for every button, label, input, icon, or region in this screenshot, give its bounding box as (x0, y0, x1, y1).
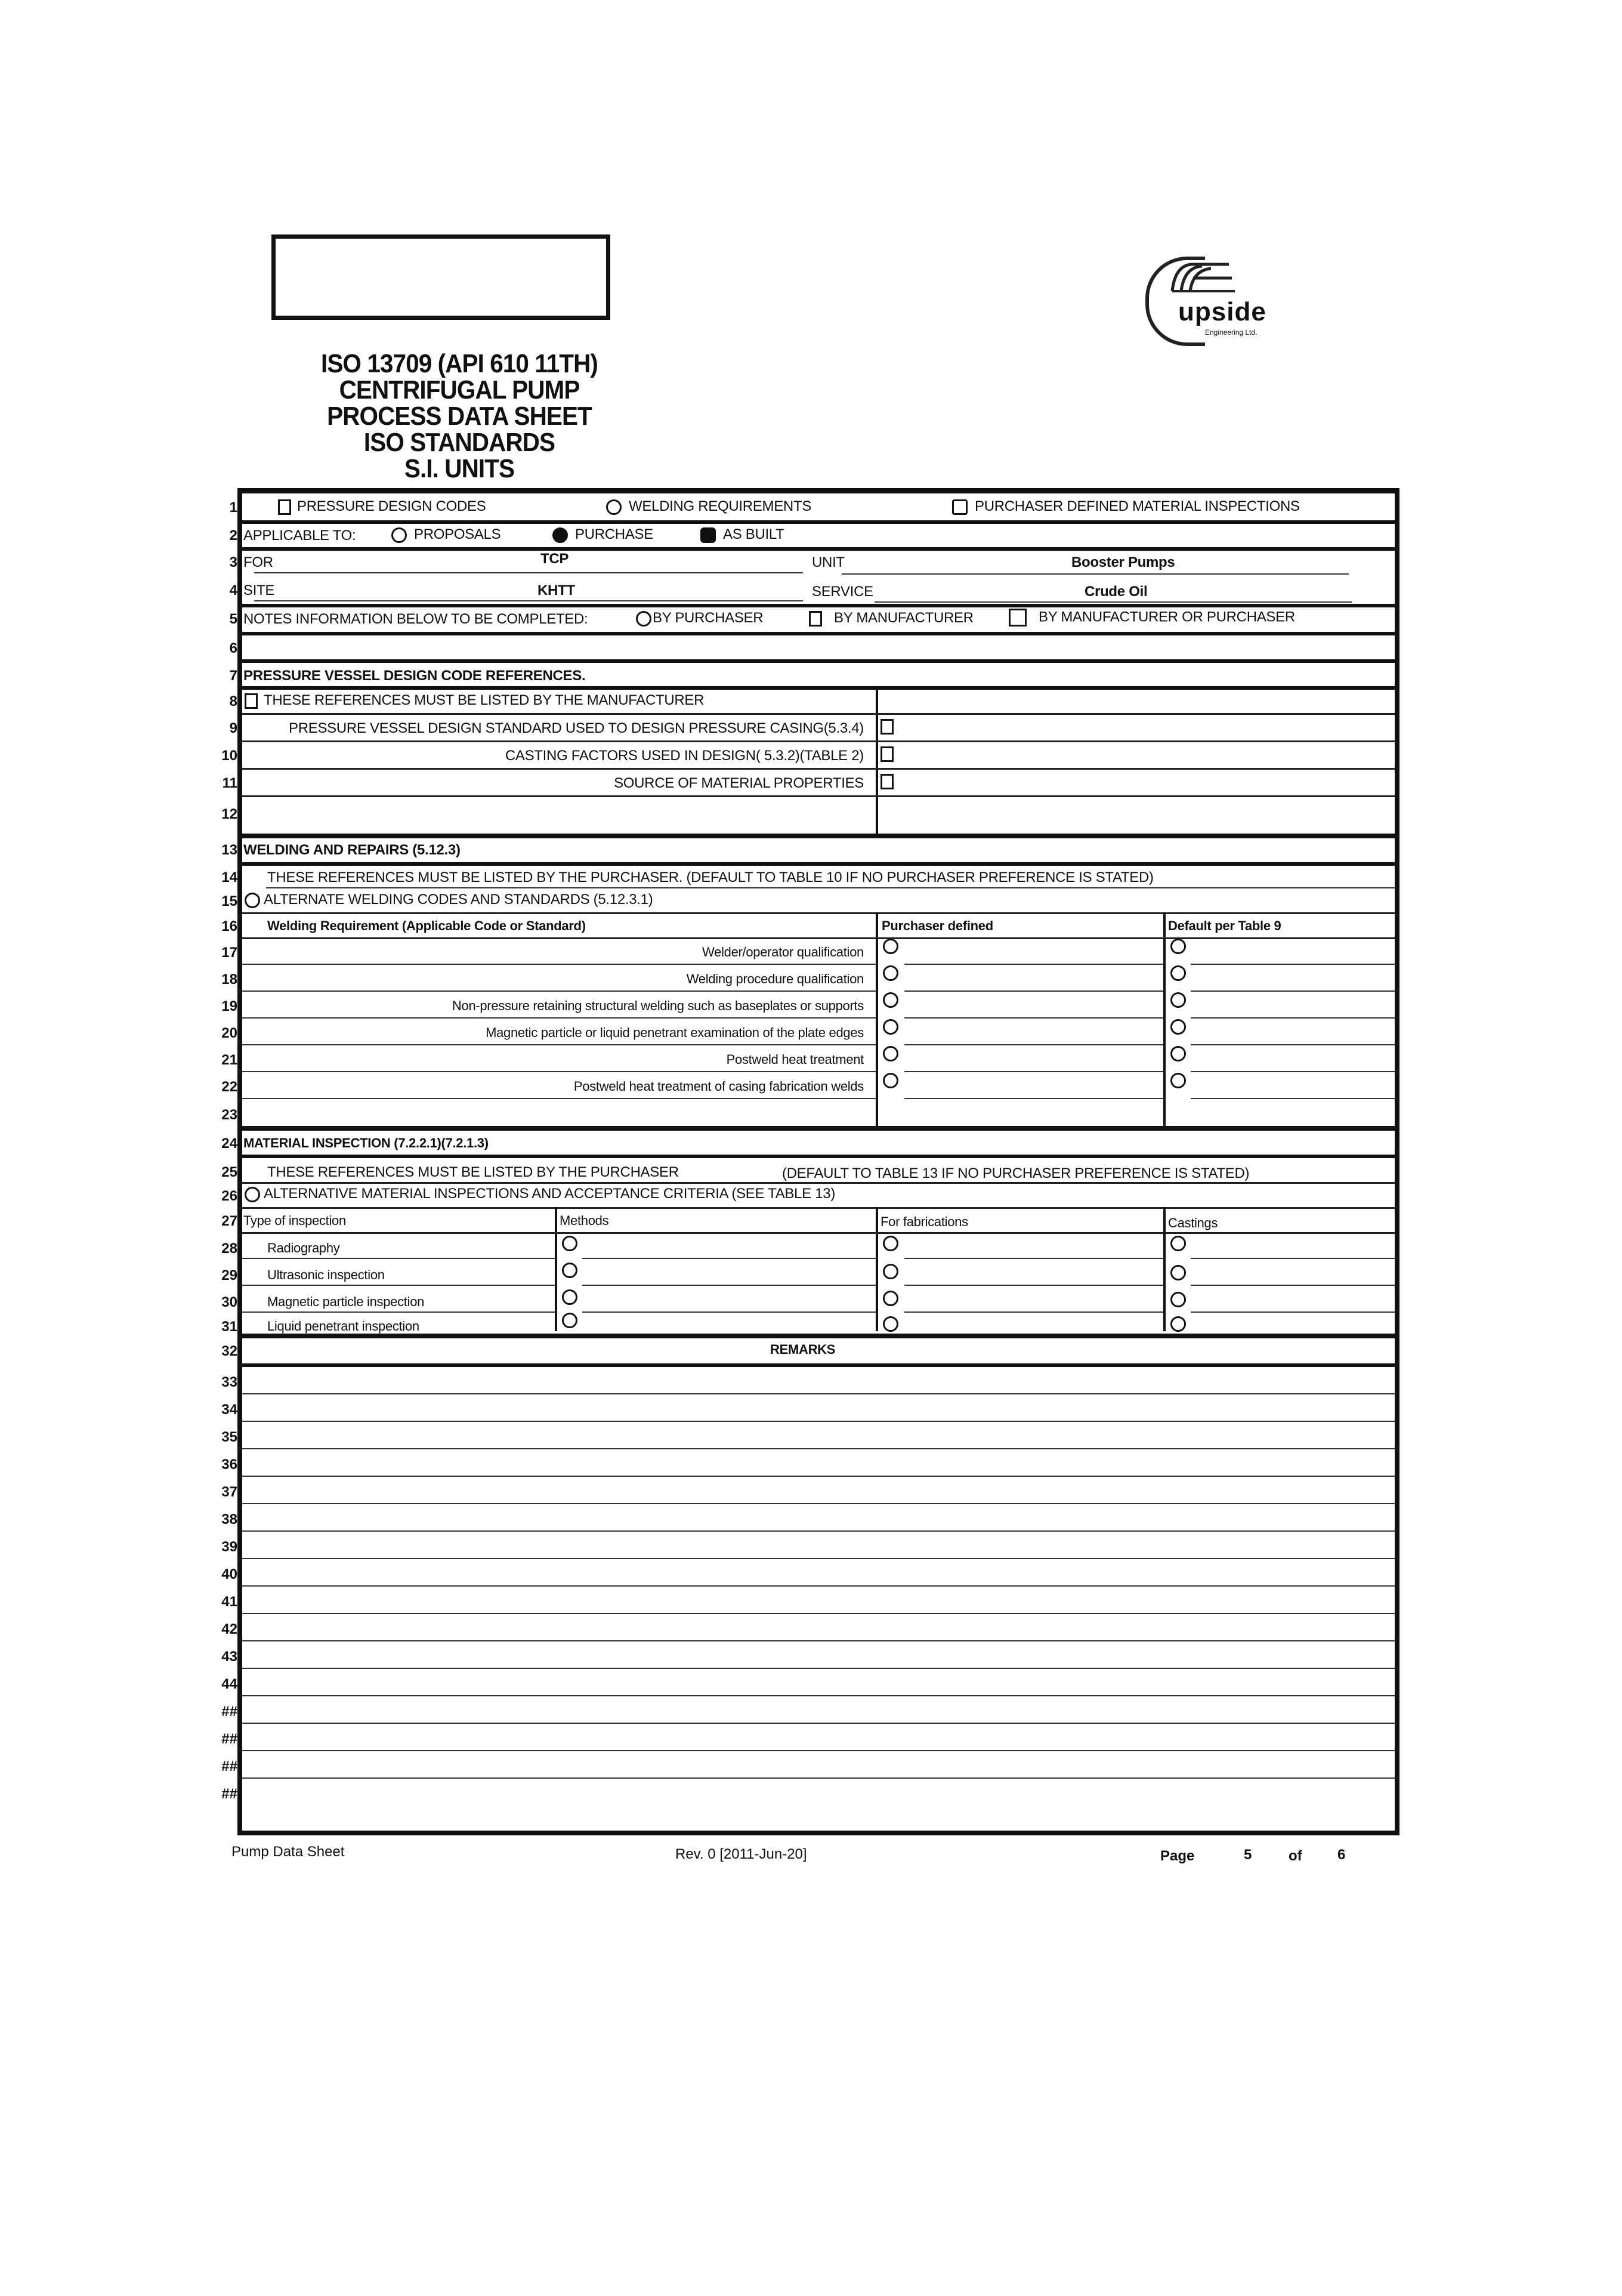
radio-marked-icon[interactable] (700, 527, 716, 543)
row-number: 1 (229, 499, 237, 516)
data-sheet-form (221, 488, 1399, 1835)
option-label: PURCHASE (575, 526, 653, 542)
default-radio-icon[interactable] (1170, 1019, 1186, 1035)
row-number: 27 (221, 1213, 237, 1229)
row-16 (221, 912, 1395, 937)
remarks-line[interactable] (221, 1724, 1395, 1751)
row-number: 35 (221, 1429, 237, 1445)
welding-item (221, 1018, 1395, 1045)
row-12 (221, 795, 1395, 834)
site-value[interactable]: KHTT (537, 582, 575, 598)
remarks-line[interactable] (221, 1394, 1395, 1422)
default-radio-icon[interactable] (1170, 965, 1186, 981)
welding-item (221, 1045, 1395, 1072)
fabrications-radio-icon[interactable] (883, 1236, 898, 1251)
row-number: 19 (221, 998, 237, 1014)
service-label: SERVICE (812, 584, 873, 600)
option-as-built[interactable] (700, 526, 784, 543)
divider (242, 1126, 1395, 1131)
row-number: 26 (221, 1188, 237, 1204)
welding-references-note: THESE REFERENCES MUST BE LISTED BY THE PURCHASER. (DEFAULT TO TABLE 10 IF NO PURCHASER PREFERENCE IS STATED) (267, 869, 1154, 885)
fabrications-radio-icon[interactable] (883, 1264, 898, 1279)
row-number: 30 (221, 1294, 237, 1310)
material-item-label: Radiography (267, 1240, 340, 1255)
purchaser-radio-icon[interactable] (883, 939, 898, 954)
welding-item (221, 991, 1395, 1018)
row-number: 16 (221, 918, 237, 934)
material-item-label: Magnetic particle inspection (267, 1294, 425, 1309)
footer-revision: Rev. 0 [2011-Jun-20] (675, 1846, 807, 1862)
column-header-purchaser: Purchaser defined (882, 918, 993, 933)
underline (254, 572, 803, 573)
row-8 (229, 686, 1395, 713)
row-number: 37 (221, 1484, 237, 1500)
remarks-line[interactable] (221, 1449, 1395, 1477)
for-label: FOR (243, 554, 273, 570)
castings-radio-icon[interactable] (1170, 1316, 1186, 1332)
option-by-manufacturer-or-purchaser[interactable] (1009, 609, 1295, 627)
row-number: 39 (221, 1539, 237, 1555)
footer-page-label: Page (1160, 1848, 1195, 1864)
section-welding (221, 837, 1395, 862)
unit-label: UNIT (812, 554, 845, 570)
option-purchaser-material-inspections[interactable] (952, 498, 1300, 515)
option-label: BY MANUFACTURER (834, 610, 974, 626)
default-radio-icon[interactable] (1170, 1073, 1186, 1088)
title-line: S.I. UNITS (404, 454, 515, 483)
row-number: 9 (229, 720, 237, 736)
option-label: BY PURCHASER (653, 610, 764, 626)
footer-total-pages: 6 (1337, 1847, 1346, 1863)
row-number: ## (221, 1704, 237, 1720)
row-number: ## (221, 1758, 237, 1775)
underline (842, 573, 1349, 575)
row-number: 15 (221, 893, 237, 909)
row-25 (221, 1156, 1395, 1182)
option-label: WELDING REQUIREMENTS (629, 498, 812, 514)
material-item (221, 1259, 1395, 1286)
row-number: 33 (221, 1374, 237, 1390)
option-label: ALTERNATE WELDING CODES AND STANDARDS (5.12.3.1) (264, 891, 653, 908)
welding-item (221, 937, 1395, 964)
row-number: 14 (221, 869, 237, 885)
remarks-line[interactable] (221, 1532, 1395, 1559)
row-number: 2 (229, 527, 237, 544)
row-1 (229, 493, 1395, 520)
option-alternate-welding-codes[interactable] (245, 891, 653, 908)
row-number: 28 (221, 1240, 237, 1257)
footer-of-label: of (1289, 1848, 1302, 1864)
remarks-line[interactable] (221, 1751, 1395, 1779)
row-number: 8 (229, 693, 237, 709)
section-heading: PRESSURE VESSEL DESIGN CODE REFERENCES. (243, 668, 586, 684)
casting-factors-label: CASTING FACTORS USED IN DESIGN( 5.3.2)(TABLE 2) (505, 748, 864, 764)
column-header-methods: Methods (560, 1213, 609, 1228)
option-label: AS BUILT (723, 526, 784, 542)
row-6 (229, 632, 1395, 659)
section-heading: WELDING AND REPAIRS (5.12.3) (243, 842, 461, 858)
title-line: ISO STANDARDS (363, 428, 555, 457)
row-2 (229, 520, 1395, 547)
welding-item (221, 964, 1395, 991)
logo-subtitle: Engineering Ltd. (1205, 328, 1258, 337)
logo-wordmark: upside (1178, 297, 1266, 326)
row-number: 24 (221, 1135, 237, 1152)
remarks-line[interactable] (221, 1477, 1395, 1504)
underline (254, 600, 803, 601)
row-11 (222, 768, 1395, 795)
methods-radio-icon[interactable] (562, 1289, 577, 1305)
row-15 (221, 888, 1395, 912)
remarks-line[interactable] (221, 1614, 1395, 1641)
material-default-note: (DEFAULT TO TABLE 13 IF NO PURCHASER PREFERENCE IS STATED) (782, 1165, 1250, 1181)
option-proposals[interactable] (391, 526, 500, 543)
row-number: 23 (221, 1107, 237, 1123)
service-value[interactable]: Crude Oil (1085, 584, 1148, 600)
row-number: 44 (221, 1676, 237, 1692)
row-number: 5 (229, 611, 237, 627)
title-line: CENTRIFUGAL PUMP (339, 375, 580, 405)
row-number: 29 (221, 1267, 237, 1283)
checkbox-icon[interactable] (809, 611, 822, 627)
remarks-line[interactable] (221, 1504, 1395, 1532)
row-number: 32 (221, 1343, 237, 1359)
option-label: ALTERNATIVE MATERIAL INSPECTIONS AND ACCEPTANCE CRITERIA (SEE TABLE 13) (264, 1186, 836, 1202)
option-welding-requirements[interactable] (606, 498, 811, 515)
welding-item-label: Postweld heat treatment of casing fabrication welds (573, 1079, 864, 1094)
remarks-line[interactable] (221, 1696, 1395, 1724)
title-line: ISO 13709 (API 610 11TH) (321, 349, 598, 378)
column-header-castings: Castings (1168, 1215, 1218, 1230)
remarks-line[interactable] (221, 1422, 1395, 1449)
underline (875, 601, 1352, 603)
purchaser-radio-icon[interactable] (883, 1046, 898, 1061)
remarks-heading: REMARKS (770, 1342, 836, 1357)
row-5 (229, 604, 1395, 632)
pv-standard-label: PRESSURE VESSEL DESIGN STANDARD USED TO DESIGN PRESSURE CASING(5.3.4) (289, 720, 864, 736)
purchaser-radio-icon[interactable] (883, 1073, 898, 1088)
row-number: 4 (229, 582, 237, 598)
row-number: 3 (229, 554, 237, 570)
title-line: PROCESS DATA SHEET (327, 402, 592, 431)
section-pressure-vessel (229, 659, 1395, 686)
material-properties-label: SOURCE OF MATERIAL PROPERTIES (614, 775, 864, 791)
fabrications-radio-icon[interactable] (883, 1291, 898, 1306)
checkbox-icon[interactable] (278, 499, 291, 515)
row-number: 11 (222, 775, 237, 791)
option-label: PRESSURE DESIGN CODES (297, 498, 486, 514)
option-alternative-material-inspections[interactable] (245, 1186, 835, 1202)
logo-bars-icon (1169, 261, 1235, 294)
row-10 (221, 740, 1395, 768)
divider (242, 1334, 1395, 1338)
castings-radio-icon[interactable] (1170, 1236, 1186, 1251)
section-heading: MATERIAL INSPECTION (7.2.2.1)(7.2.1.3) (243, 1135, 489, 1150)
methods-radio-icon[interactable] (562, 1313, 577, 1328)
row-number: 20 (221, 1025, 237, 1041)
section-material-inspection (221, 1131, 1395, 1155)
column-header-type: Type of inspection (243, 1213, 346, 1228)
remarks-header-row (221, 1338, 1395, 1363)
radio-icon[interactable] (636, 611, 651, 627)
row-number: 17 (221, 945, 237, 961)
row-number: 6 (229, 640, 237, 656)
row-26 (221, 1182, 1395, 1207)
remarks-line[interactable] (221, 1587, 1395, 1614)
welding-item-label: Postweld heat treatment (726, 1052, 864, 1067)
row-number: 40 (221, 1566, 237, 1582)
row-number: 21 (221, 1052, 237, 1068)
row-number: 36 (221, 1456, 237, 1473)
remarks-line[interactable] (221, 1669, 1395, 1696)
row-number: 12 (221, 806, 237, 822)
castings-radio-icon[interactable] (1170, 1292, 1186, 1307)
castings-radio-icon[interactable] (1170, 1265, 1186, 1280)
row-number: 7 (229, 668, 237, 684)
checkbox-icon[interactable] (880, 719, 894, 735)
default-radio-icon[interactable] (1170, 1046, 1186, 1061)
checkbox-icon[interactable] (880, 774, 894, 789)
radio-icon[interactable] (606, 499, 622, 515)
radio-icon[interactable] (952, 499, 968, 515)
fabrications-radio-icon[interactable] (883, 1316, 898, 1332)
for-value[interactable]: TCP (540, 551, 569, 567)
default-radio-icon[interactable] (1170, 992, 1186, 1008)
remarks-line[interactable] (221, 1367, 1395, 1394)
option-by-manufacturer[interactable] (809, 610, 974, 627)
unit-value[interactable]: Booster Pumps (1071, 554, 1175, 570)
purchaser-radio-icon[interactable] (883, 1019, 898, 1035)
checkbox-icon[interactable] (880, 746, 894, 762)
methods-radio-icon[interactable] (562, 1236, 577, 1251)
welding-item-label: Magnetic particle or liquid penetrant examination of the plate edges (486, 1025, 864, 1040)
option-pressure-design-codes[interactable] (278, 498, 486, 515)
welding-item-label: Welder/operator qualification (702, 945, 864, 959)
column-header-fabrications: For fabrications (880, 1214, 968, 1229)
radio-selected-icon[interactable] (552, 527, 568, 543)
radio-icon[interactable] (391, 527, 407, 543)
row-number: ## (221, 1731, 237, 1747)
material-references-note: THESE REFERENCES MUST BE LISTED BY THE PURCHASER (267, 1164, 679, 1180)
remarks-line[interactable] (221, 1779, 1395, 1830)
row-4 (229, 575, 1395, 604)
row-number: 10 (221, 748, 237, 764)
row-number: 22 (221, 1079, 237, 1095)
material-item-label: Liquid penetrant inspection (267, 1319, 419, 1334)
row-27 (221, 1207, 1395, 1232)
checkbox-icon[interactable] (245, 693, 258, 709)
footer-left: Pump Data Sheet (231, 1844, 345, 1860)
material-item-label: Ultrasonic inspection (267, 1267, 385, 1282)
row-number: 13 (221, 842, 237, 858)
material-item (221, 1232, 1395, 1259)
option-by-purchaser[interactable] (636, 610, 763, 627)
row-number: 25 (221, 1164, 237, 1180)
option-purchase[interactable] (552, 526, 653, 543)
purchaser-radio-icon[interactable] (883, 992, 898, 1008)
row-23 (221, 1098, 1395, 1126)
document-title (295, 351, 624, 482)
option-label: BY MANUFACTURER OR PURCHASER (1039, 609, 1295, 625)
notes-label: NOTES INFORMATION BELOW TO BE COMPLETED: (243, 611, 588, 627)
row-number: ## (221, 1786, 237, 1802)
row-number: 18 (221, 971, 237, 987)
welding-item (221, 1072, 1395, 1098)
material-item (221, 1313, 1395, 1335)
row-number: 43 (221, 1649, 237, 1665)
column-header-requirement: Welding Requirement (Applicable Code or Standard) (267, 918, 586, 933)
methods-radio-icon[interactable] (562, 1263, 577, 1278)
site-label: SITE (243, 582, 275, 598)
material-item (221, 1286, 1395, 1313)
row-number: 31 (221, 1319, 237, 1335)
footer-page-number: 5 (1244, 1847, 1252, 1863)
checkbox-icon[interactable] (1009, 609, 1027, 627)
stamp-box (271, 234, 610, 320)
company-logo (1145, 257, 1306, 346)
welding-item-label: Non-pressure retaining structural welding such as baseplates or supports (452, 998, 864, 1013)
welding-item-label: Welding procedure qualification (686, 971, 864, 986)
option-label: PURCHASER DEFINED MATERIAL INSPECTIONS (975, 498, 1300, 514)
row-number: 42 (221, 1621, 237, 1637)
column-header-default: Default per Table 9 (1168, 918, 1281, 933)
radio-icon[interactable] (245, 893, 260, 908)
row-number: 38 (221, 1511, 237, 1527)
remarks-line[interactable] (221, 1559, 1395, 1587)
purchaser-radio-icon[interactable] (883, 965, 898, 981)
applicable-to-label: APPLICABLE TO: (243, 527, 356, 544)
row-number: 34 (221, 1402, 237, 1418)
option-label: THESE REFERENCES MUST BE LISTED BY THE MANUFACTURER (264, 692, 705, 708)
default-radio-icon[interactable] (1170, 939, 1186, 954)
radio-icon[interactable] (245, 1187, 260, 1202)
row-9 (229, 713, 1395, 740)
option-listed-by-manufacturer[interactable] (245, 692, 704, 709)
row-number: 41 (221, 1594, 237, 1610)
row-3 (229, 547, 1395, 575)
row-14 (221, 862, 1395, 888)
remarks-line[interactable] (221, 1641, 1395, 1669)
option-label: PROPOSALS (414, 526, 501, 542)
